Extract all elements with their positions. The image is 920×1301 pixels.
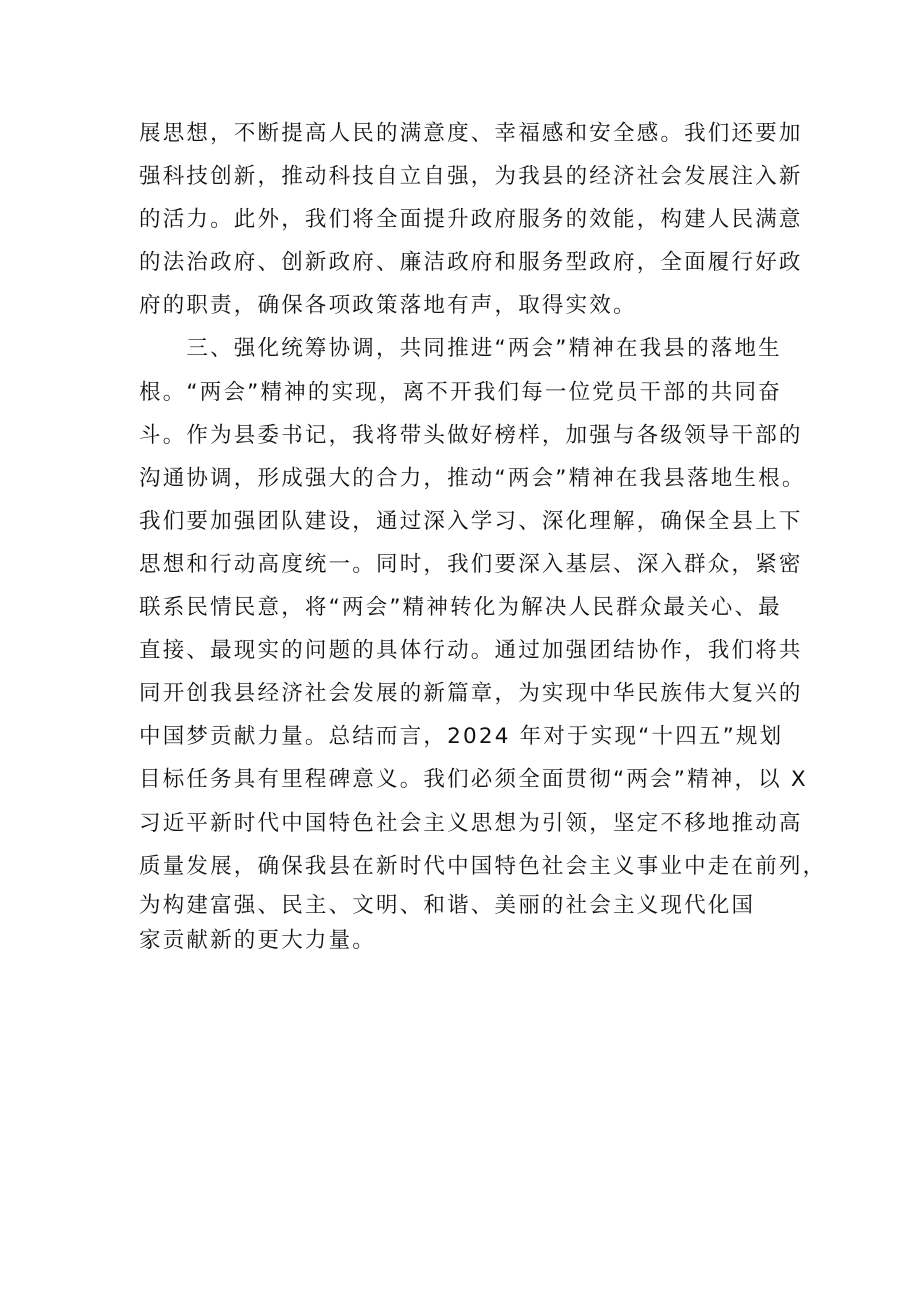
text-line: 的活力。此外，我们将全面提升政府服务的效能，构建人民满意 [139,207,803,233]
text-line: 根。“两会”精神的实现，离不开我们每一位党员干部的共同奋 [139,379,782,405]
text-line: 的法治政府、创新政府、廉洁政府和服务型政府，全面履行好政 [139,250,803,276]
text-line: 思想和行动高度统一。同时，我们要深入基层、深入群众，紧密 [139,551,803,577]
text-line: 沟通协调，形成强大的合力，推动“两会”精神在我县落地生根。 [139,465,806,491]
text-line: 目标任务具有里程碑意义。我们必须全面贯彻“两会”精神，以 X [139,767,808,793]
document-body [139,112,827,958]
text-line: 质量发展，确保我县在新时代中国特色社会主义事业中走在前列， [139,853,827,879]
text-line: 我们要加强团队建设，通过深入学习、深化理解，确保全县上下 [139,508,803,534]
text-line: 中国梦贡献力量。总结而言，2024 年对于实现“十四五”规划 [139,724,784,750]
text-line: 家贡献新的更大力量。 [139,927,377,953]
text-line: 展思想，不断提高人民的满意度、幸福感和安全感。我们还要加 [139,121,803,146]
section-heading-line: 三、强化统筹协调，共同推进“两会”精神在我县的落地生 [139,336,782,362]
text-line: 斗。作为县委书记，我将带头做好榜样，加强与各级领导干部的 [139,422,803,448]
text-line: 府的职责，确保各项政策落地有声，取得实效。 [139,293,637,319]
text-line: 习近平新时代中国特色社会主义思想为引领，坚定不移地推动高 [139,810,803,836]
text-line: 同开创我县经济社会发展的新篇章，为实现中华民族伟大复兴的 [139,681,803,707]
text-line: 强科技创新，推动科技自立自强，为我县的经济社会发展注入新 [139,164,803,190]
text-line: 直接、最现实的问题的具体行动。通过加强团结协作，我们将共 [139,638,803,664]
text-line: 为构建富强、民主、文明、和谐、美丽的社会主义现代化国 [139,892,756,918]
text-line: 联系民情民意，将“两会”精神转化为解决人民群众最关心、最 [139,595,782,621]
